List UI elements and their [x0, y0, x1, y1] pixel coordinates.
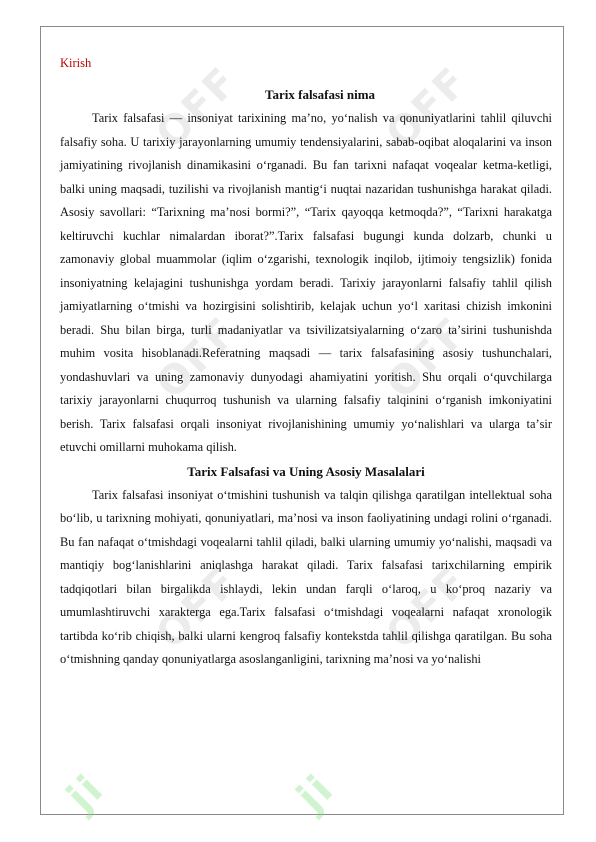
section2-title: Tarix Falsafasi va Uning Asosiy Masalalari [187, 463, 425, 479]
section1-paragraph: Tarix falsafasi — insoniyat tarixining maʼno, yoʻnalish va qonuniyatlarini tahlil qiluvchi falsafiy soha. U tarixiy jarayonlarning umumiy tendensiyalarini, sabab-oqibat aloqalarini va inson jamiyatining rivojlanish dinamikasini oʻrganadi. Bu fan tarixni nafaqat voqealar ketma-ketligi, balki uning maqsadi, tuzilishi va rivojlanish mantigʻi nuqtai nazaridan tushunishga harakat qiladi. Asosiy savollari: “Tarixning maʼnosi bormi?”, “Tarix qayoqqa ketmoqda?”, “Tarixni harakatga keltiruvchi kuchlar nimalardan iborat?”.Tarix falsafasi bugungi kunda dolzarb, chunki u zamonaviy global muammolar (iqlim oʻzgarishi, texnologik inqilob, ijtimoiy tengsizlik) fonida insoniyatning kelajagini tushunishga yordam beradi. Tarixiy jarayonlarni falsafiy tahlil qilish jamiyatlarning oʻtmishi va hozirgisini solishtirib, kelajak uchun yoʻl xaritasi chizish imkonini beradi. Shu bilan birga, turli madaniyatlar va tsivilizatsiyalarning oʻzaro taʼsirini tushunishda muhim vosita hisoblanadi.Referatning maqsadi — tarix falsafasining asosiy tushunchalari, yondashuvlari va uning zamonaviy dunyodagi ahamiyatini yoritish. Shu orqali oʻquvchilarga tarixiy jarayonlarni chuqurroq tushunish va ularning falsafiy talqinini oʻrganish imkoniyatini berish. Tarix falsafasi orqali insoniyat rivojlanishining umumiy yoʻnalishlari va ularga taʼsir etuvchi omillarni muhokama qilish. [60, 111, 552, 454]
watermark-text: OFF [147, 58, 248, 158]
section1-title: Tarix falsafasi nima [265, 87, 376, 102]
watermark-text: OFF [377, 558, 478, 658]
intro-label: Kirish [60, 56, 92, 70]
watermark-text: OFF [147, 308, 248, 408]
watermark-text: OFF [147, 558, 248, 658]
watermark-text: ji [58, 765, 114, 821]
watermark-text: ji [288, 765, 344, 821]
watermark-text: OFF [377, 58, 478, 158]
watermark-text: OFF [377, 308, 478, 408]
document-body [60, 56, 552, 672]
section2-paragraph: Tarix falsafasi insoniyat oʻtmishini tushunish va talqin qilishga qaratilgan intellektual soha boʻlib, u tarixning mohiyati, qonuniyatlari, maʼnosi va inson faoliyatining undagi rolini oʻrganadi. Bu fan nafaqat oʻtmishdagi voqealarni tahlil qiladi, balki ularning umumiy yoʻnalishi, maqsadi va mantiqiy bogʻlanishlarini aniqlashga harakat qiladi. Tarix falsafasi tarixchilarning empirik tadqiqotlari bilan birgalikda ishlaydi, lekin undan farqli oʻlaroq, u koʻproq nazariy va umumlashtiruvchi xarakterga ega.Tarix falsafasi oʻtmishdagi voqealarni nafaqat xronologik tartibda koʻrib chiqish, balki ularni kengroq falsafiy kontekstda tahlil qilishga qaratilgan. Bu soha oʻtmishning qanday qonuniyatlarga asoslanganligini, tarixning maʼnosi va yoʻnalishi [60, 487, 552, 666]
